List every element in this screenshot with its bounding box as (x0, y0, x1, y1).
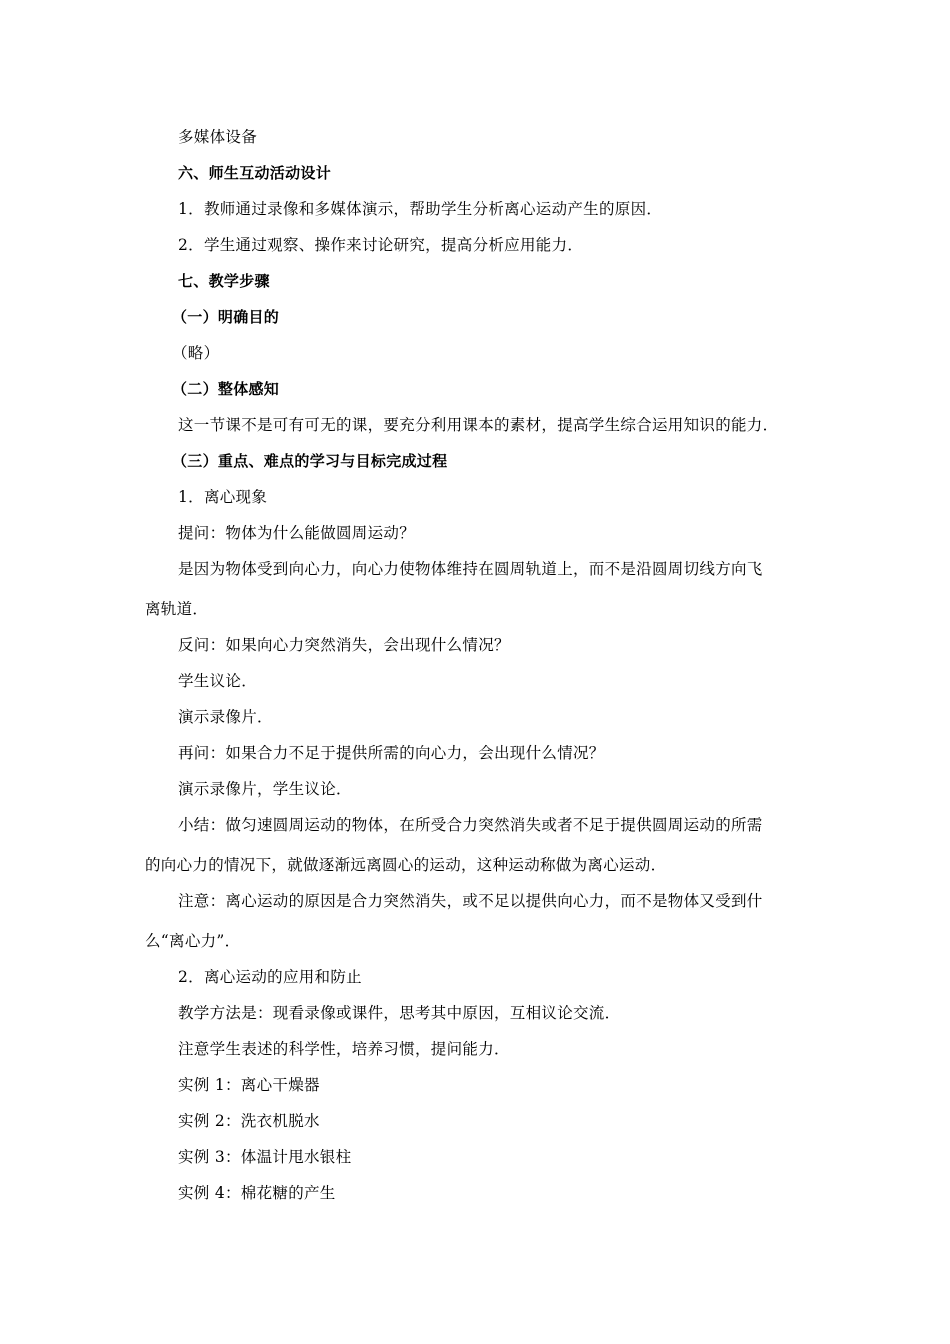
paragraph-counter-question: 反问：如果向心力突然消失，会出现什么情况？ (178, 636, 510, 654)
subsection-heading-2: （二）整体感知 (172, 380, 280, 398)
paragraph-method: 教学方法是：现看录像或课件，思考其中原因，互相议论交流． (178, 1004, 621, 1022)
paragraph-overview: 这一节课不是可有可无的课，要充分利用课本的素材，提高学生综合运用知识的能力． (178, 416, 779, 434)
subsection-heading-3: （三）重点、难点的学习与目标完成过程 (172, 452, 448, 470)
paragraph-summary-line1: 小结：做匀速圆周运动的物体，在所受合力突然消失或者不足于提供圆周运动的所需 (178, 816, 763, 834)
example-2: 实例 2：洗衣机脱水 (178, 1112, 320, 1130)
subsection-heading-1: （一）明确目的 (172, 308, 280, 326)
list-item-1: 1．教师通过录像和多媒体演示，帮助学生分析离心运动产生的原因． (178, 200, 663, 218)
paragraph-question: 提问：物体为什么能做圆周运动？ (178, 524, 416, 542)
paragraph-equipment: 多媒体设备 (178, 128, 258, 146)
section-heading-seven: 七、教学步骤 (178, 272, 270, 290)
list-item-2: 2．学生通过观察、操作来讨论研究，提高分析应用能力． (178, 236, 584, 254)
example-3: 实例 3：体温计甩水银柱 (178, 1148, 352, 1166)
paragraph-answer-line2: 离轨道． (145, 600, 209, 618)
example-1: 实例 1：离心干燥器 (178, 1076, 320, 1094)
section-heading-six: 六、师生互动活动设计 (178, 164, 332, 182)
paragraph-attention: 注意学生表述的科学性，培养习惯，提问能力． (178, 1040, 510, 1058)
paragraph-omitted: （略） (172, 344, 220, 362)
paragraph-note-line2: 么“离心力”． (145, 932, 241, 950)
paragraph-video: 演示录像片． (178, 708, 273, 726)
example-4: 实例 4：棉花糖的产生 (178, 1184, 336, 1202)
topic-heading-2: 2．离心运动的应用和防止 (178, 968, 362, 986)
paragraph-discussion: 学生议论． (178, 672, 258, 690)
paragraph-summary-line2: 的向心力的情况下，就做逐渐远离圆心的运动，这种运动称做为离心运动． (145, 856, 667, 874)
paragraph-video-discussion: 演示录像片，学生议论． (178, 780, 352, 798)
paragraph-re-question: 再问：如果合力不足于提供所需的向心力，会出现什么情况？ (178, 744, 605, 762)
paragraph-answer-line1: 是因为物体受到向心力，向心力使物体维持在圆周轨道上，而不是沿圆周切线方向飞 (178, 560, 763, 578)
topic-heading-1: 1．离心现象 (178, 488, 268, 506)
paragraph-note-line1: 注意：离心运动的原因是合力突然消失，或不足以提供向心力，而不是物体又受到什 (178, 892, 763, 910)
